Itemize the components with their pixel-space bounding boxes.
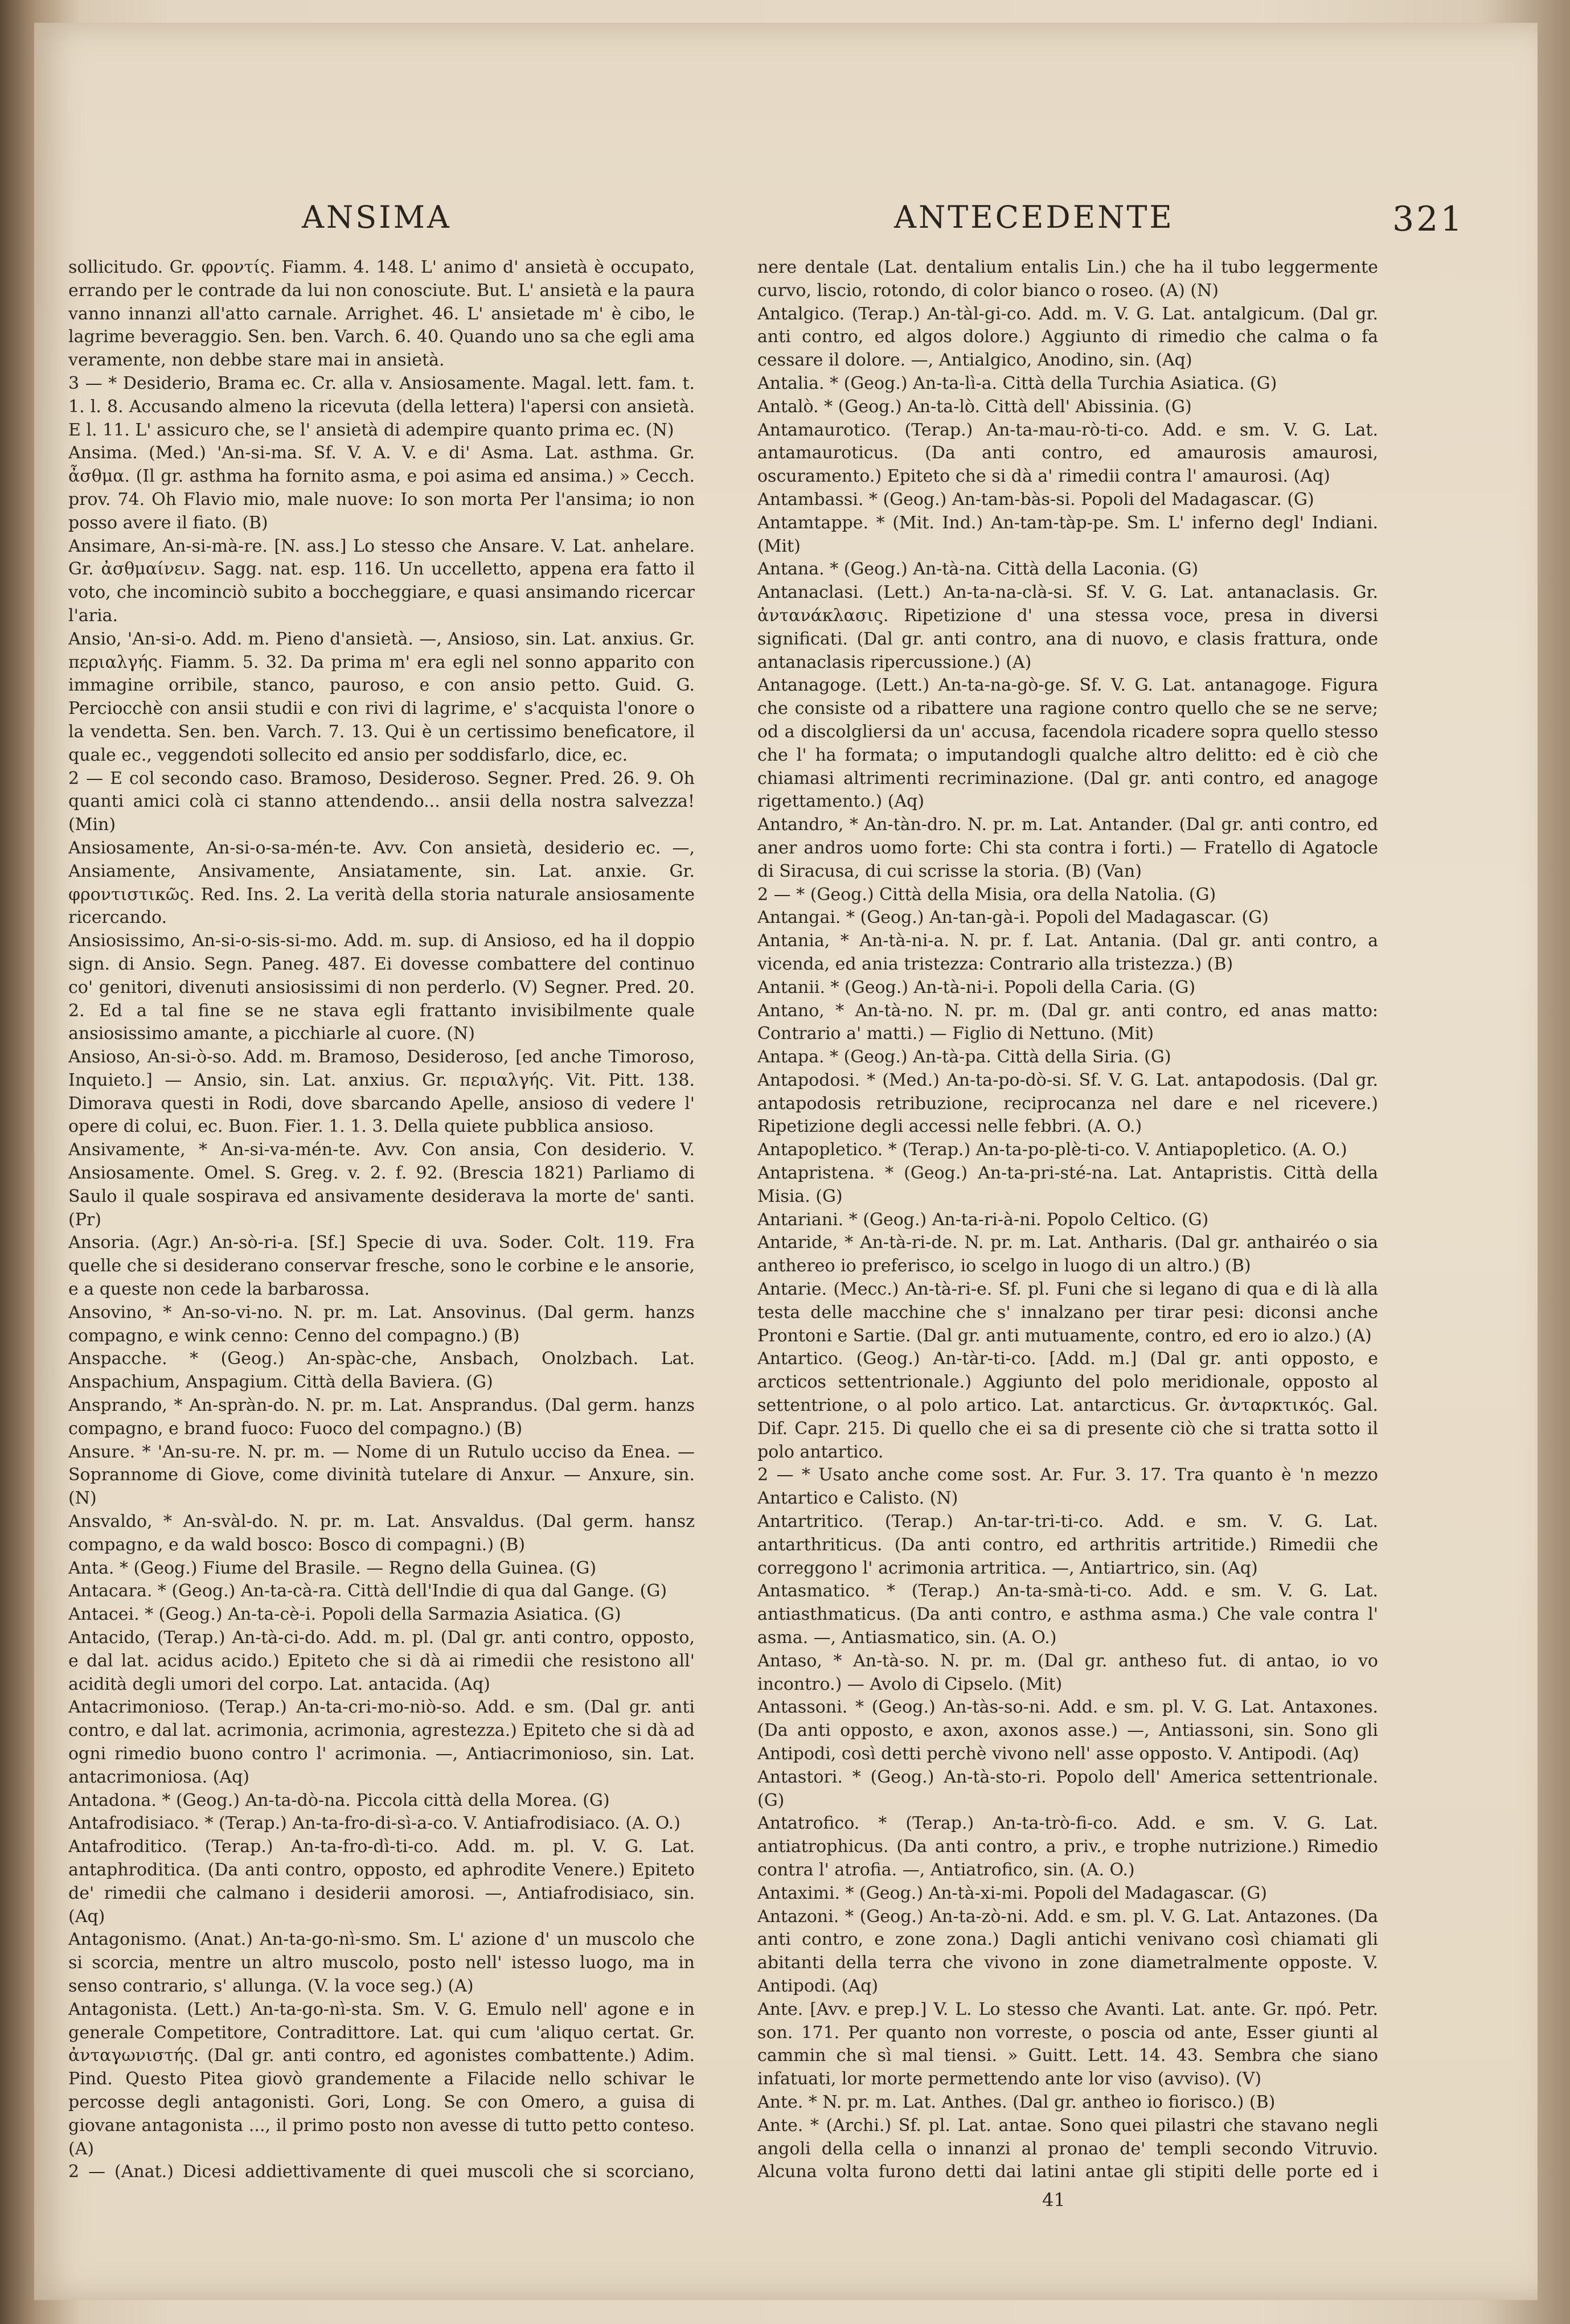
page-number: 321: [1392, 199, 1465, 239]
dictionary-entry: Antapa. * (Geog.) An-tà-pa. Città della Siria. (G): [757, 1047, 1171, 1067]
dictionary-entry: Ansivamente, * An-si-va-mén-te. Avv. Con ansia, Con desiderio. V. Ansiosamente. Omel. S. Greg. v. 2. f. 92. (Brescia 1821) Parliamo di Saulo il quale sospirava ed ansivamente desiderava la morte de' santi. (Pr): [68, 1140, 695, 1230]
dictionary-entry: Ansvaldo, * An-svàl-do. N. pr. m. Lat. Ansvaldus. (Dal germ. hansz compagno, e da wald bosco: Bosco di compagni.) (B): [68, 1512, 695, 1555]
dictionary-entry: Antamtappe. * (Mit. Ind.) An-tam-tàp-pe. Sm. L' inferno degl' Indiani. (Mit): [757, 512, 1378, 556]
dictionary-entry: 2 — E col secondo caso. Bramoso, Desideroso. Segner. Pred. 26. 9. Oh quanti amici colà ci stanno attendendo... ansii della nostra salvezza! (Min): [68, 768, 695, 835]
dictionary-entry: Anspacche. * (Geog.) An-spàc-che, Ansbach, Onolzbach. Lat. Anspachium, Anspagium. Città della Baviera. (G): [68, 1349, 695, 1393]
dictionary-entry: Antalia. * (Geog.) An-ta-lì-a. Città della Turchia Asiatica. (G): [757, 373, 1277, 393]
dictionary-entry: Antapopletico. * (Terap.) An-ta-po-plè-ti-co. V. Antiapopletico. (A. O.): [757, 1140, 1347, 1160]
dictionary-entry: Ansioso, An-si-ò-so. Add. m. Bramoso, Desideroso, [ed anche Timoroso, Inquieto.] — Ansio, sin. Lat. anxius. Gr. περιαλγής. Vit. Pitt. 138. Dimorava questi in Rodi, dove sbarcando Apelle, ansioso di vedere l' opere di colui, ec. Buon. Fier. 1. 1. 3. Della quiete pubblica ansioso.: [68, 1047, 695, 1137]
dictionary-entry: sollicitudo. Gr. φροντίς. Fiamm. 4. 148. L' animo d' ansietà è occupato, errando per le contrade da lui non conosciute. But. L' ansietà e la paura vanno innanzi all'atto carnale. Arrighet. 46. L' ansietade m' è cibo, le lagrime beveraggio. Sen. ben. Varch. 6. 40. Quando uno sa che egli ama veramente, non debbe stare mai in ansietà.: [68, 257, 695, 371]
dictionary-entry: Ansoria. (Agr.) An-sò-ri-a. [Sf.] Specie di uva. Soder. Colt. 119. Fra quelle che si desiderano conservar fresche, sono le corbine e le ansorie, e a queste non cede la barbarossa.: [68, 1233, 695, 1300]
dictionary-entry: Antacei. * (Geog.) An-ta-cè-i. Popoli della Sarmazia Asiatica. (G): [68, 1604, 621, 1625]
left-headword: ANSIMA: [302, 199, 452, 235]
dictionary-entry: Ante. * N. pr. m. Lat. Anthes. (Dal gr. antheo io fiorisco.) (B): [757, 2092, 1276, 2112]
dictionary-entry: Antastori. * (Geog.) An-tà-sto-ri. Popolo dell' America settentrionale. (G): [757, 1767, 1378, 1810]
dictionary-entry: Antaride, * An-tà-ri-de. N. pr. m. Lat. Antharis. (Dal gr. anthairéo o sia anthereo io preferisco, io scelgo in luogo di un altro.) (B): [757, 1233, 1378, 1276]
dictionary-entry: Antartico. (Geog.) An-tàr-ti-co. [Add. m.] (Dal gr. anti opposto, e arcticos settentrionale.) Aggiunto del polo meridionale, opposto al settentrione, o al polo artico. Lat. antarcticus. Gr. ἀνταρκτικός. Gal. Dif. Capr. 215. Di quello che ei sa di presente ciò che si tratta sotto il polo antartico.: [757, 1349, 1378, 1462]
dictionary-entry: Antassoni. * (Geog.) An-tàs-so-ni. Add. e sm. pl. V. G. Lat. Antaxones. (Da anti opposto, e axon, axonos asse.) —, Antiassoni, sin. Sono gli Antipodi, così detti perchè vivono nell' asse opposto. V. Antipodi. (Aq): [757, 1697, 1378, 1764]
dictionary-entry: Antadona. * (Geog.) An-ta-dò-na. Piccola città della Morea. (G): [68, 1790, 610, 1810]
dictionary-entry: Antanaclasi. (Lett.) An-ta-na-clà-si. Sf. V. G. Lat. antanaclasis. Gr. ἀντανάκλασις. Ripetizione d' una stessa voce, presa in diversi significati. (Dal gr. anti contro, ana di nuovo, e clasis frattura, onde antanaclasis ripercussione.) (A): [757, 582, 1378, 672]
dictionary-entry: Antamaurotico. (Terap.) An-ta-mau-rò-ti-co. Add. e sm. V. G. Lat. antamauroticus. (Da anti contro, ed amaurosis amaurosi, oscuramento.) Epiteto che si dà a' rimedii contra l' amaurosi. (Aq): [757, 420, 1378, 487]
dictionary-entry: Antasmatico. * (Terap.) An-ta-smà-ti-co. Add. e sm. V. G. Lat. antiasthmaticus. (Da anti contro, e asthma asma.) Che vale contra l' asma. —, Antiasmatico, sin. (A. O.): [757, 1581, 1378, 1648]
running-header: [34, 188, 1538, 251]
dictionary-entry: Ansure. * 'An-su-re. N. pr. m. — Nome di un Rutulo ucciso da Enea. — Soprannome di Giove, come divinità tutelare di Anxur. — Anxure, sin. (N): [68, 1442, 695, 1509]
dictionary-entry: Antarie. (Mecc.) An-tà-ri-e. Sf. pl. Funi che si legano di qua e di là alla testa delle macchine che s' innalzano per tirar pesi: diconsi anche Prontoni e Sartie. (Dal gr. anti mutuamente, contro, ed ero io alzo.) (A): [757, 1279, 1378, 1346]
dictionary-entry: 3 — * Desiderio, Brama ec. Cr. alla v. Ansiosamente. Magal. lett. fam. t. 1. l. 8. Accusando almeno la ricevuta (della lettera) l'apersi con ansietà. E l. 11. L' assicuro che, se l' ansietà di adempire quanto prima ec. (N): [68, 373, 695, 440]
dictionary-entry: Antano, * An-tà-no. N. pr. m. (Dal gr. anti contro, ed anas matto: Contrario a' matti.) — Figlio di Nettuno. (Mit): [757, 1000, 1378, 1044]
dictionary-entry: Antazoni. * (Geog.) An-ta-zò-ni. Add. e sm. pl. V. G. Lat. Antazones. (Da anti contro, e zone zona.) Dagli antichi venivano così chiamati gli abitanti della terra che vivono in zone diametralmente opposte. V. Antipodi. (Aq): [757, 1906, 1378, 1996]
dictionary-entry: Antana. * (Geog.) An-tà-na. Città della Laconia. (G): [757, 559, 1199, 580]
dictionary-entry: 2 — * Usato anche come sost. Ar. Fur. 3. 17. Tra quanto è 'n mezzo Antartico e Calisto. (N): [757, 1465, 1378, 1509]
dictionary-entry: Antacara. * (Geog.) An-ta-cà-ra. Città dell'Indie di qua dal Gange. (G): [68, 1581, 667, 1602]
dictionary-entry: Ante. * (Archi.) Sf. pl. Lat. antae. Sono quei pilastri che stavano negli angoli della cella o innanzi al pronao de' templi secondo Vitruvio. Alcuna volta furono detti dai latini antae gli stipiti delle porte ed i: [757, 2115, 1378, 2182]
dictionary-entry: Antafrodisiaco. * (Terap.) An-ta-fro-di-sì-a-co. V. Antiafrodisiaco. (A. O.): [68, 1813, 681, 1834]
dictionary-entry: Ansiosissimo, An-si-o-sis-si-mo. Add. m. sup. di Ansioso, ed ha il doppio sign. di Ansio. Segn. Paneg. 487. Ei dovesse combattere del continuo co' genitori, divenuti ansiosissimi di non perderlo. (V) Segner. Pred. 20. 2. Ed a tal fine se ne stava egli frattanto invisibilmente quale ansiosissimo amante, a picchiarle al cuore. (N): [68, 931, 695, 1044]
dictionary-entry: Antaximi. * (Geog.) An-tà-xi-mi. Popoli del Madagascar. (G): [757, 1883, 1267, 1903]
dictionary-entry: Ansima. (Med.) 'An-si-ma. Sf. V. A. V. e di' Asma. Lat. asthma. Gr. ἆσθμα. (Il gr. asthma ha fornito asma, e poi asima ed ansima.) » Cecch. prov. 74. Oh Flavio mio, male nuove: Io son morta Per l'ansima; io non posso avere il fiato. (B): [68, 443, 695, 533]
right-column: [757, 256, 1378, 2186]
dictionary-entry: Ansiosamente, An-si-o-sa-mén-te. Avv. Con ansietà, desiderio ec. —, Ansiamente, Ansivamente, Ansiatamente, sin. Lat. anxie. Gr. φροντιστικῶς. Red. Ins. 2. La verità della storia naturale ansiosamente ricercando.: [68, 837, 695, 928]
dictionary-entry: Antapodosi. * (Med.) An-ta-po-dò-si. Sf. V. G. Lat. antapodosis. (Dal gr. antapodosis retribuzione, reciprocanza nel dare e nel ricevere.) Ripetizione degli accessi nelle febbri. (A. O.): [757, 1070, 1378, 1137]
dictionary-entry: Antandro, * An-tàn-dro. N. pr. m. Lat. Antander. (Dal gr. anti contro, ed aner andros uomo forte: Chi sta contra i forti.) — Fratello di Agatocle di Siracusa, di cui scrisse la storia. (B) (Van): [757, 815, 1378, 881]
dictionary-entry: Antaso, * An-tà-so. N. pr. m. (Dal gr. antheso fut. di antao, io vo incontro.) — Avolo di Cipselo. (Mit): [757, 1650, 1378, 1694]
dictionary-entry: Antapristena. * (Geog.) An-ta-pri-sté-na. Lat. Antapristis. Città della Misia. (G): [757, 1163, 1378, 1206]
dictionary-entry: Ansio, 'An-si-o. Add. m. Pieno d'ansietà. —, Ansioso, sin. Lat. anxius. Gr. περιαλγής. Fiamm. 5. 32. Da prima m' era egli nel sonno apparito con immagine orribile, stanco, pauroso, e con ansio petto. Guid. G. Perciocchè con ansii studii e con rivi di lagrime, e' s'acquista l'onore o la vendetta. Sen. ben. Varch. 7. 13. Qui è un certissimo beneficatore, il quale ec., veggendoti sollecito ed ansio per soddisfarlo, dice, ec.: [68, 629, 695, 765]
dictionary-entry: Antariani. * (Geog.) An-ta-ri-à-ni. Popolo Celtico. (G): [757, 1209, 1209, 1230]
dictionary-entry: 2 — * (Geog.) Città della Misia, ora della Natolia. (G): [757, 884, 1216, 905]
dictionary-entry: Antafroditico. (Terap.) An-ta-fro-dì-ti-co. Add. m. pl. V. G. Lat. antaphroditica. (Da anti contro, opposto, ed aphrodite Venere.) Epiteto de' rimedii che calmano i desiderii amorosi. —, Antiafrodisiaco, sin. (Aq): [68, 1837, 695, 1927]
right-headword: ANTECEDENTE: [894, 199, 1174, 235]
dictionary-entry: Antatrofico. * (Terap.) An-ta-trò-fi-co. Add. e sm. V. G. Lat. antiatrophicus. (Da anti contro, a priv., e trophe nutrizione.) Rimedio contra l' atrofia. —, Antiatrofico, sin. (A. O.): [757, 1813, 1378, 1880]
dictionary-entry: Antagonista. (Lett.) An-ta-go-nì-sta. Sm. V. G. Emulo nell' agone e in generale Competitore, Contradittore. Lat. qui cum 'aliquo certat. Gr. ἀνταγωνιστής. (Dal gr. anti contro, ed agonistes combattente.) Adim. Pind. Questo Pitea giovò grandemente a Filacide nello schivar le percosse degli antagonisti. Gori, Long. Se con Omero, a guisa di giovane antagonista ..., il primo posto non avesse di tutto petto conteso. (A): [68, 1999, 695, 2159]
dictionary-entry: Antanagoge. (Lett.) An-ta-na-gò-ge. Sf. V. G. Lat. antanagoge. Figura che consiste od a ribattere una ragione contro quello che se ne serve; od a discolgliersi da un' accusa, facendola ricadere sopra quello stesso che l' ha formata; o imputandogli qualche altro delitto: ed è ciò che chiamasi altrimenti recriminazione. (Dal gr. anti contro, ed anagoge rigettamento.) (Aq): [757, 675, 1378, 812]
dictionary-entry: Antalò. * (Geog.) An-ta-lò. Città dell' Abissinia. (G): [757, 396, 1192, 417]
dictionary-entry: Ansprando, * An-spràn-do. N. pr. m. Lat. Ansprandus. (Dal germ. hanzs compagno, e brand fuoco: Fuoco del compagno.) (B): [68, 1395, 695, 1439]
dictionary-entry: Ansovino, * An-so-vi-no. N. pr. m. Lat. Ansovinus. (Dal germ. hanzs compagno, e wink cenno: Cenno del compagno.) (B): [68, 1302, 695, 1346]
dictionary-entry: Antacido, (Terap.) An-tà-ci-do. Add. m. pl. (Dal gr. anti contro, opposto, e dal lat. acidus acido.) Epiteto che si dà ai rimedii che resistono all' acidità degli umori del corpo. Lat. antacida. (Aq): [68, 1628, 695, 1694]
dictionary-entry: Antagonismo. (Anat.) An-ta-go-nì-smo. Sm. L' azione d' un muscolo che si scorcia, mentre un altro muscolo, posto nell' istesso luogo, ma in senso contrario, s' allunga. (V. la voce seg.) (A): [68, 1929, 695, 1996]
dictionary-entry: Antacrimonioso. (Terap.) An-ta-cri-mo-niò-so. Add. e sm. (Dal gr. anti contro, e dal lat. acrimonia, acrimonia, agrestezza.) Epiteto che si dà ad ogni rimedio buono contro l' acrimonia. —, Antiacrimonioso, sin. Lat. antacrimoniosa. (Aq): [68, 1697, 695, 1787]
dictionary-entry: Antalgico. (Terap.) An-tàl-gi-co. Add. m. V. G. Lat. antalgicum. (Dal gr. anti contro, ed algos dolore.) Aggiunto di rimedio che calma o fa cessare il dolore. —, Antialgico, Anodino, sin. (Aq): [757, 303, 1378, 371]
dictionary-entry: Antangai. * (Geog.) An-tan-gà-i. Popoli del Madagascar. (G): [757, 908, 1269, 928]
dictionary-entry: Ansimare, An-si-mà-re. [N. ass.] Lo stesso che Ansare. V. Lat. anhelare. Gr. ἀσθμαίνειν. Sagg. nat. esp. 116. Un uccelletto, appena era fatto il voto, che incominciò subito a boccheggiare, e quasi ansimando ricercar l'aria.: [68, 536, 695, 626]
dictionary-entry: Anta. * (Geog.) Fiume del Brasile. — Regno della Guinea. (G): [68, 1558, 597, 1578]
dictionary-entry: nere dentale (Lat. dentalium entalis Lin.) che ha il tubo leggermente curvo, liscio, rotondo, di color bianco o roseo. (A) (N): [757, 257, 1378, 301]
dictionary-entry: Ante. [Avv. e prep.] V. L. Lo stesso che Avanti. Lat. ante. Gr. πρό. Petr. son. 171. Per quanto non vorreste, o poscia od ante, Esser giunti al cammin che sì mal tiensi. » Guitt. Lett. 14. 43. Sembra che siano infatuati, lor morte permettendo ante lor viso (avviso). (V): [757, 1999, 1378, 2089]
dictionary-entry: Antartritico. (Terap.) An-tar-tri-ti-co. Add. e sm. V. G. Lat. antarthriticus. (Da anti contro, ed arthritis artritide.) Rimedii che correggono l' acrimonia artritica. —, Antiartrico, sin. (Aq): [757, 1512, 1378, 1578]
dictionary-entry: Antambassi. * (Geog.) An-tam-bàs-si. Popoli del Madagascar. (G): [757, 489, 1314, 510]
dictionary-page: [34, 23, 1538, 2300]
left-column: [68, 256, 695, 2186]
signature-mark: 41: [1042, 2189, 1065, 2211]
dictionary-entry: Antanii. * (Geog.) An-tà-ni-i. Popoli della Caria. (G): [757, 977, 1196, 997]
dictionary-entry: 2 — (Anat.) Dicesi addiettivamente di quei muscoli che si scorciano,: [68, 2162, 695, 2182]
dictionary-entry: Antania, * An-tà-ni-a. N. pr. f. Lat. Antania. (Dal gr. anti contro, a vicenda, ed ania tristezza: Contrario alla tristezza.) (B): [757, 931, 1378, 974]
